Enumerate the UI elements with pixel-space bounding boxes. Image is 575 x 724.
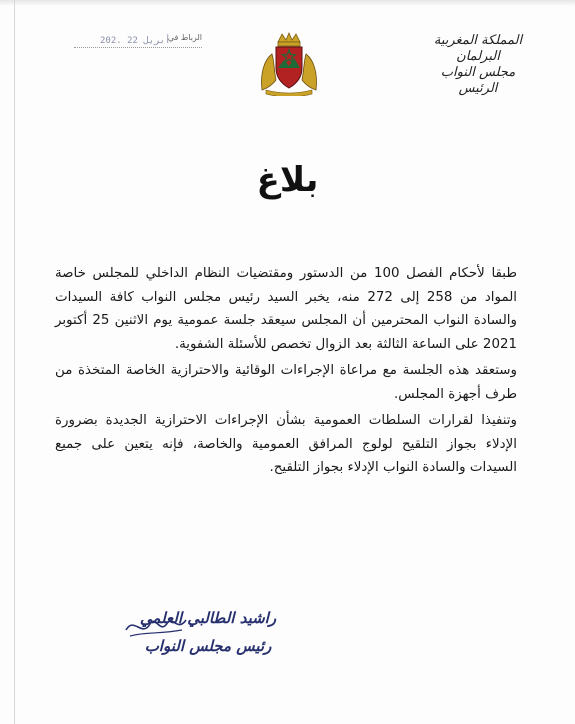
kingdom-label: المملكة المغربية bbox=[433, 33, 523, 48]
parliament-label: البرلمان bbox=[456, 49, 500, 64]
house-label: مجلس النواب bbox=[440, 65, 516, 80]
signatory-title: رئيس مجلس النواب bbox=[144, 637, 272, 655]
signatory-name: راشيد الطالبي العلمي bbox=[139, 609, 277, 627]
moroccan-coat-of-arms-icon bbox=[256, 30, 322, 96]
document-title: بلاغ bbox=[256, 160, 319, 200]
document-body bbox=[55, 262, 517, 483]
letterhead-right bbox=[403, 33, 553, 97]
body-paragraph: طبقا لأحكام الفصل 100 من الدستور ومقتضيات النظام الداخلي للمجلس خاصة المواد من 258 إلى 272 منه، يخبر السيد رئيس مجلس النواب كافة السيدات والسادة النواب المحترمين أن المجلس سيعقد جلسة عمومية يوم الاثنين 25 أكتوبر 2021 على الساعة الثالثة بعد الزوال تخصص للأسئلة الشفوية. bbox=[55, 266, 517, 352]
page-edge-line bbox=[14, 0, 15, 724]
signature-block bbox=[118, 606, 298, 658]
president-label: الرئيس bbox=[458, 81, 498, 96]
date-stamp: 202. أبريل 22 bbox=[100, 36, 171, 46]
date-label: الرباط في bbox=[167, 33, 202, 42]
page-top-shadow bbox=[0, 0, 575, 6]
body-paragraph: وتنفيذا لقرارات السلطات العمومية بشأن الإجراءات الاحترازية الجديدة بضرورة الإدلاء بجواز التلقيح لولوج المرافق العمومية والخاصة، فإنه يتعين على جميع السيدات والسادة النواب الإدلاء بجواز التلقيح. bbox=[55, 413, 517, 475]
body-paragraph: وستعقد هذه الجلسة مع مراعاة الإجراءات الوقائية والاحترازية الخاصة المتخذة من طرف أجهزة المجلس. bbox=[55, 363, 517, 402]
